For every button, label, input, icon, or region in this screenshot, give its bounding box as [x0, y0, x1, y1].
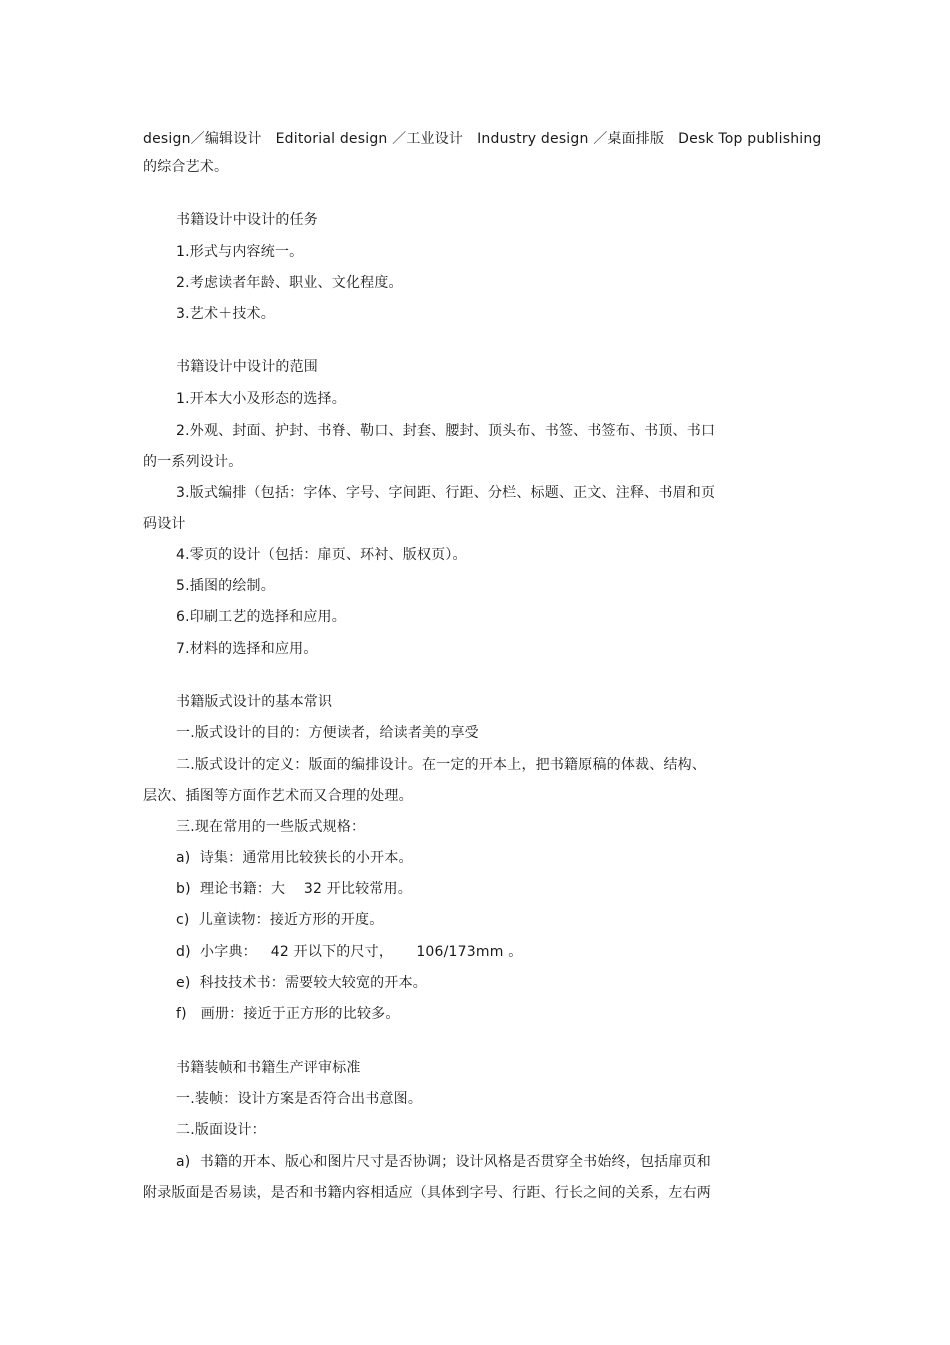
paragraph-continuation: 附录版面是否易读，是否和书籍内容相适应（具体到字号、行距、行长之间的关系，左右两: [143, 1185, 711, 1201]
section-heading-criteria: 书籍装帧和书籍生产评审标准: [176, 1060, 361, 1076]
section-heading-layout-basics: 书籍版式设计的基本常识: [176, 694, 333, 710]
list-item: 2.考虑读者年龄、职业、文化程度。: [176, 275, 403, 291]
list-item: b) 理论书籍：大 32 开比较常用。: [176, 881, 412, 897]
list-item: 1.形式与内容统一。: [176, 244, 304, 260]
paragraph: 三.现在常用的一些版式规格：: [176, 819, 366, 835]
paragraph: 一.装帧：设计方案是否符合出书意图。: [176, 1091, 423, 1107]
list-item: d) 小字典： 42 开以下的尺寸， 106/173mm 。: [176, 944, 523, 960]
paragraph-continuation: 层次、插图等方面作艺术而又合理的处理。: [143, 788, 413, 804]
list-item: 2.外观、封面、护封、书脊、勒口、封套、腰封、顶头布、书签、书签布、书顶、书口: [176, 423, 716, 439]
paragraph: a) 书籍的开本、版心和图片尺寸是否协调；设计风格是否贯穿全书始终，包括扉页和: [176, 1154, 711, 1170]
list-item: 4.零页的设计（包括：扉页、环衬、版权页）。: [176, 547, 467, 563]
paragraph: 一.版式设计的目的：方便读者，给读者美的享受: [176, 725, 479, 741]
paragraph: 二.版面设计：: [176, 1122, 266, 1138]
intro-line-1: design／编辑设计 Editorial design ／工业设计 Industry design ／桌面排版 Desk Top publishing: [143, 131, 822, 147]
paragraph: 二.版式设计的定义：版面的编排设计。在一定的开本上，把书籍原稿的体裁、结构、: [176, 757, 707, 773]
list-item: 7.材料的选择和应用。: [176, 641, 318, 657]
list-item-continuation: 的一系列设计。: [143, 454, 243, 470]
list-item: 3.版式编排（包括：字体、字号、字间距、行距、分栏、标题、正文、注释、书眉和页: [176, 485, 716, 501]
list-item: 6.印刷工艺的选择和应用。: [176, 609, 346, 625]
list-item: 1.开本大小及形态的选择。: [176, 391, 346, 407]
section-heading-tasks: 书籍设计中设计的任务: [176, 212, 318, 228]
section-heading-scope: 书籍设计中设计的范围: [176, 359, 318, 375]
list-item: a) 诗集：通常用比较狭长的小开本。: [176, 850, 413, 866]
list-item: f) 画册：接近于正方形的比较多。: [176, 1006, 400, 1022]
list-item: 3.艺术＋技术。: [176, 306, 275, 322]
list-item: c) 儿童读物：接近方形的开度。: [176, 912, 384, 928]
list-item: e) 科技技术书：需要较大较宽的开本。: [176, 975, 427, 991]
list-item-continuation: 码设计: [143, 516, 186, 532]
list-item: 5.插图的绘制。: [176, 578, 275, 594]
intro-line-2: 的综合艺术。: [143, 159, 229, 175]
